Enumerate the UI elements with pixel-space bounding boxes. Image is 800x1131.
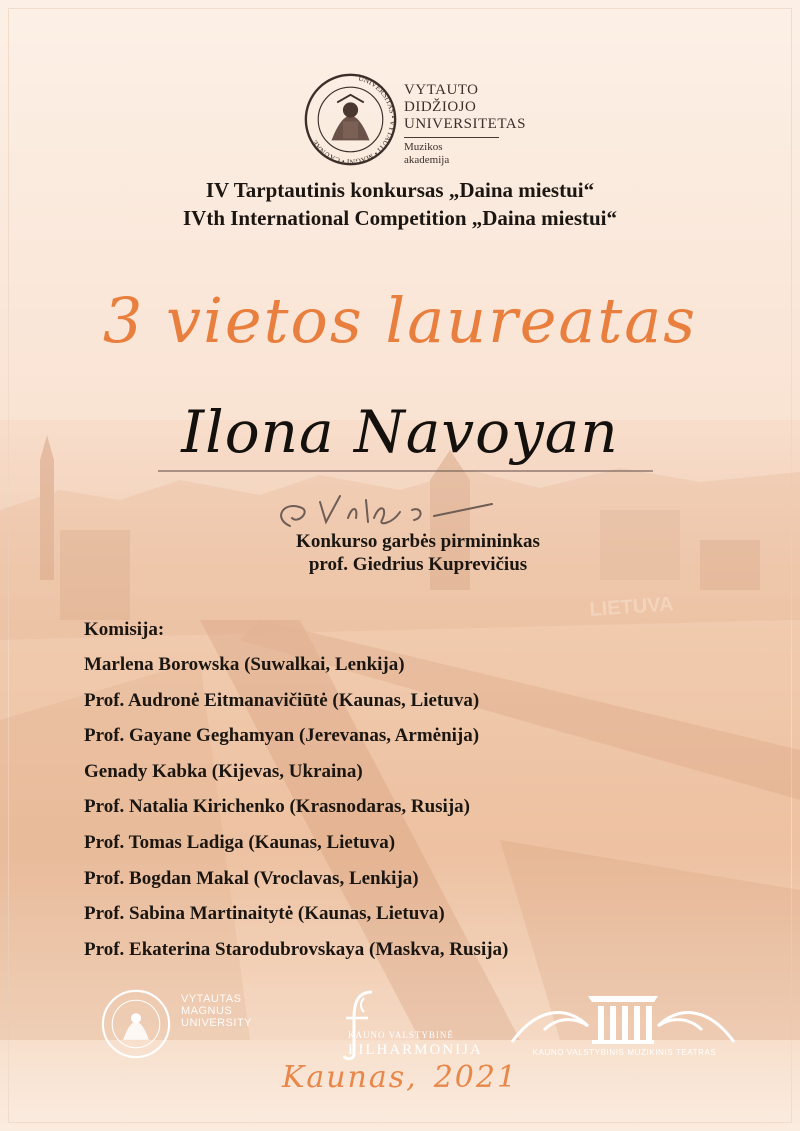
signature-image: [262, 488, 512, 533]
list-item: Marlena Borowska (Suwalkai, Lenkija): [84, 654, 405, 675]
list-item: Prof. Audronė Eitmanavičiūtė (Kaunas, Lietuva): [84, 689, 480, 711]
laureate-name: Ilona Navoyan: [181, 398, 619, 466]
list-item: Prof. Ekaterina Starodubrovskaya (Maskva, Rusija): [84, 938, 509, 960]
competition-title-lt: IV Tarptautinis konkursas „Daina miestui“: [205, 178, 595, 202]
list-item: Prof. Gayane Geghamyan (Jerevanas, Armėnija): [84, 725, 480, 747]
vdu-seal-logo: [303, 72, 398, 167]
commission-list: [84, 654, 508, 974]
list-item: Genady Kabka (Kijevas, Ukraina): [84, 760, 363, 782]
year-text: 2021: [433, 1060, 519, 1095]
name-underline: [158, 470, 653, 472]
list-item: Prof. Sabina Martinaitytė (Kaunas, Lietuva): [84, 903, 445, 925]
vdu-divider: [404, 137, 499, 138]
place-text: Kaunas,: [281, 1060, 418, 1095]
vmu-line-3: UNIVERSITY: [181, 1017, 253, 1029]
chairman-title: Konkurso garbės pirmininkas: [296, 531, 540, 552]
chairman-name: prof. Giedrius Kuprevičius: [308, 554, 528, 575]
vmu-wordmark: [181, 993, 252, 1029]
theatre-logo-icon: [508, 986, 738, 1046]
academy-line-2: akademija: [404, 154, 450, 166]
philharmonic-wordmark: [348, 1030, 483, 1059]
list-item: Prof. Bogdan Makal (Vroclavas, Lenkija): [84, 867, 419, 889]
vmu-line-1: VYTAUTAS: [181, 993, 242, 1005]
svg-text:LIETUVA: LIETUVA: [588, 593, 675, 621]
philharmonic-line-1: KAUNO VALSTYBINĖ: [348, 1030, 454, 1040]
vdu-wordmark: [404, 82, 526, 167]
academy-line-1: Muzikos: [404, 141, 443, 153]
commission-heading: Komisija:: [84, 619, 165, 640]
philharmonic-line-2: FILHARMONIJA: [348, 1042, 483, 1058]
vmu-line-2: MAGNUS: [181, 1005, 233, 1017]
vdu-line-1: VYTAUTO: [404, 82, 479, 98]
chairman-block: [258, 530, 578, 576]
competition-title-en: IVth International Competition „Daina miestui“: [182, 206, 618, 230]
award-title: 3 vietos laureatas: [102, 284, 698, 357]
list-item: Prof. Tomas Ladiga (Kaunas, Lietuva): [84, 831, 396, 853]
vdu-line-3: UNIVERSITETAS: [404, 116, 526, 132]
svg-text:UNIVERSITAS • VYTAUTI • MAGNI: UNIVERSITAS • VYTAUTI • MAGNI • CAUNAE: [309, 73, 398, 167]
theatre-wordmark: KAUNO VALSTYBINIS MUZIKINIS TEATRAS: [532, 1048, 717, 1057]
vmu-seal-logo: [100, 988, 172, 1060]
list-item: Prof. Natalia Kirichenko (Krasnodaras, Rusija): [84, 796, 470, 818]
vdu-line-2: DIDŽIOJO: [404, 99, 477, 115]
place-and-date: [0, 1060, 800, 1095]
